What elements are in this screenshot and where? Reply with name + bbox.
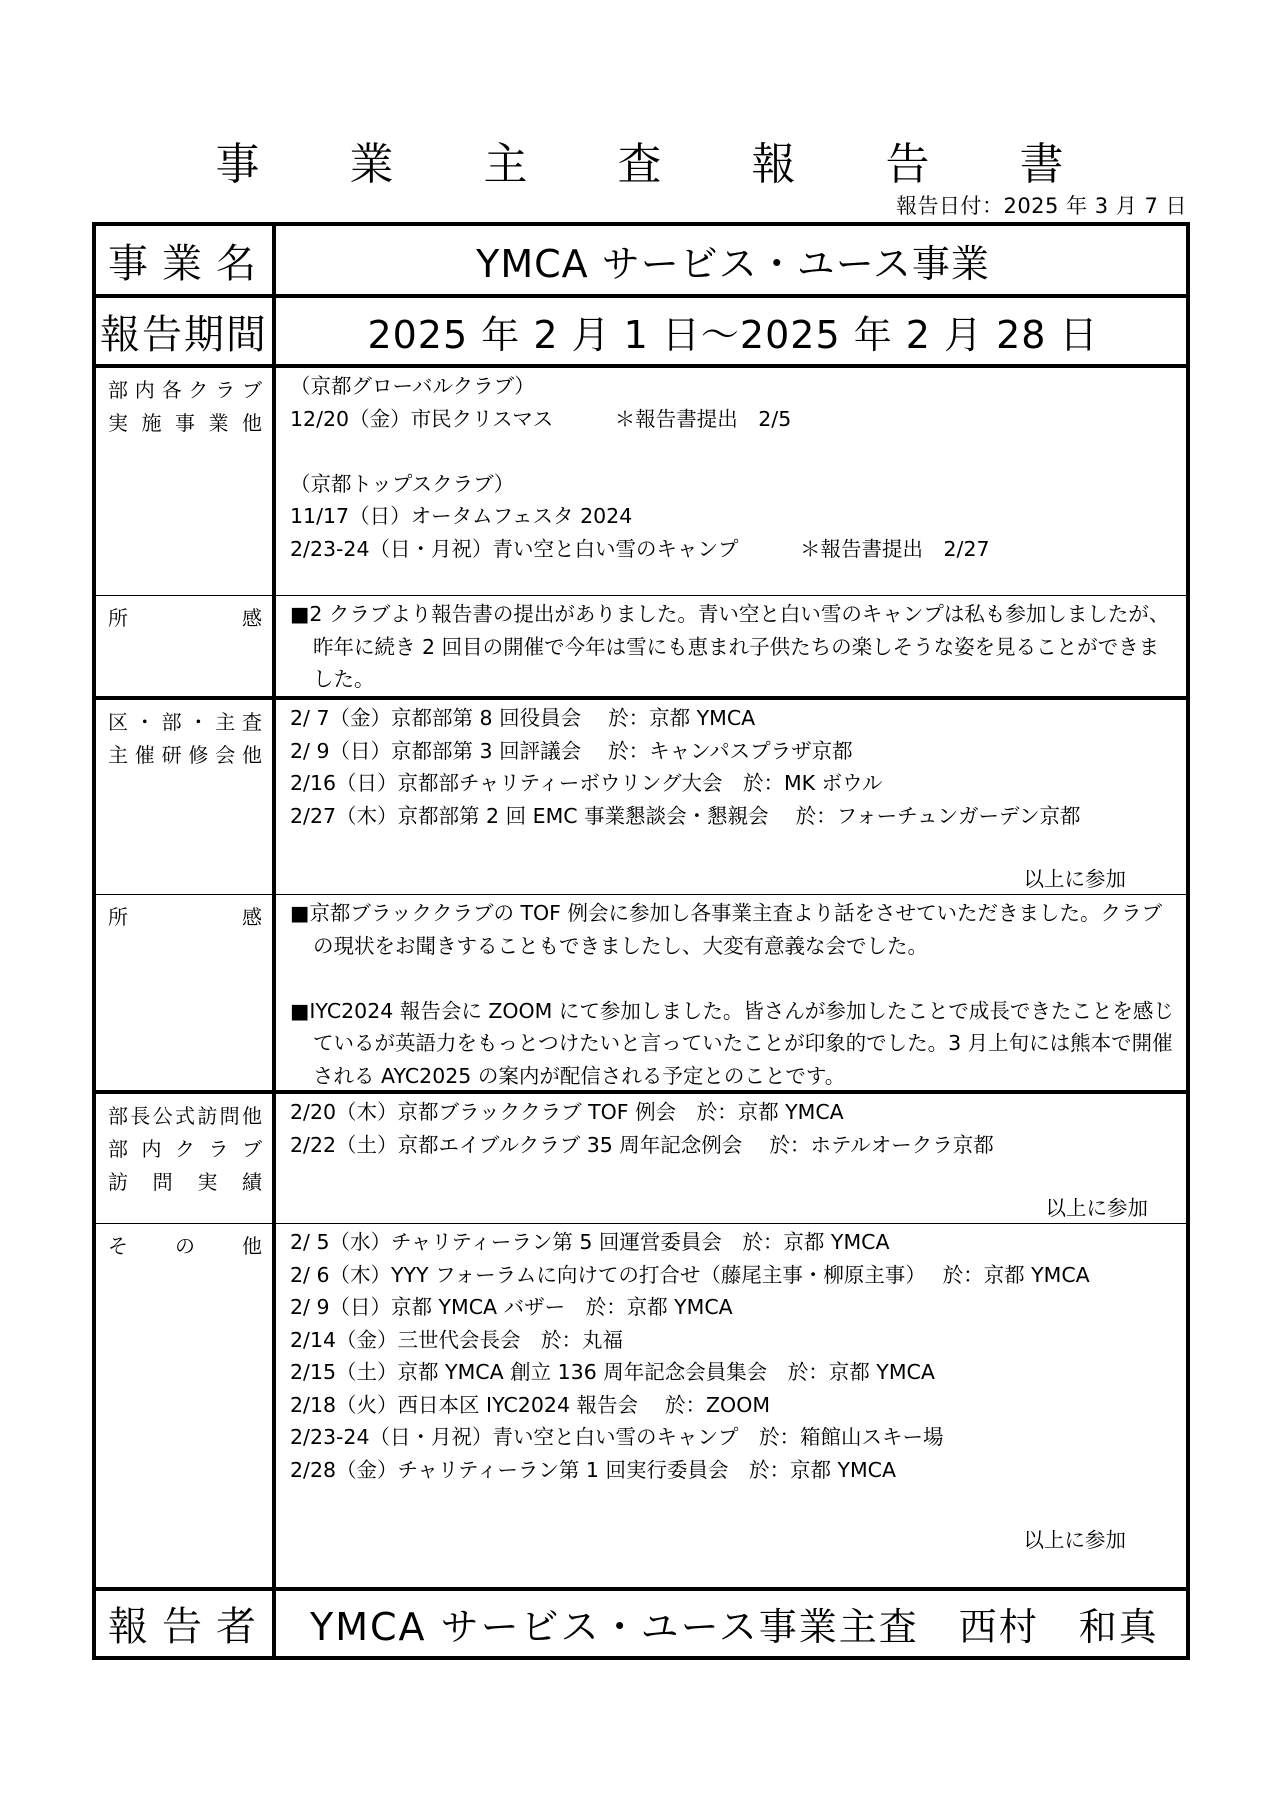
other-lines: [280, 1224, 1186, 1486]
club-event-lines: [280, 368, 1186, 565]
other-line: 2/14（金）三世代会長会 於：丸福: [290, 1327, 624, 1352]
training-line: 2/ 7（金）京都部第 8 回役員会 於：京都 YMCA: [290, 706, 756, 730]
other-line: 2/ 6（木）YYY フォーラムに向けての打合せ（藤尾主事・柳原主事） 於：京都 YMCA: [290, 1262, 1090, 1287]
impression-2-row: [96, 894, 1186, 1090]
participation-note: 以上に参加: [1045, 1196, 1148, 1220]
impression-paragraphs: [280, 895, 1186, 1092]
other-label-cell: [96, 1224, 276, 1587]
training-line: 2/27（木）京都部第 2 回 EMC 事業懇談会・懇親会 於：フォーチュンガーデン京都: [290, 803, 1081, 828]
club-event-line: （京都グローバルクラブ）: [290, 374, 535, 398]
club-event-line: （京都トップスクラブ）: [290, 471, 515, 496]
other-line: 2/23-24（日・月祝）青い空と白い雪のキャンプ 於：箱館山スキー場: [290, 1425, 944, 1449]
training-line: 2/ 9（日）京都部第 3 回評議会 於：キャンパスプラザ京都: [290, 738, 853, 763]
training-line: 2/16（日）京都部チャリティーボウリング大会 於：MK ボウル: [290, 771, 883, 795]
club-events-content: [280, 368, 1186, 595]
district-training-row: [96, 696, 1186, 894]
training-lines: [280, 700, 1186, 832]
other-row: [96, 1223, 1186, 1587]
club-event-line: 11/17（日）オータムフェスタ 2024: [290, 504, 633, 528]
club-events-label-cell: [96, 368, 276, 595]
other-line: 2/ 5（水）チャリティーラン第 5 回運営委員会 於：京都 YMCA: [290, 1230, 890, 1254]
club-events-row: [96, 364, 1186, 595]
club-event-line: [290, 435, 1178, 468]
reporter-name: YMCA サービス・ユース事業主査 西村 和真: [310, 1605, 1159, 1649]
district-training-label-line: 区 ・ 部 ・ 主 査: [108, 710, 262, 734]
impression-paragraph: ■2 クラブより報告書の提出がありました。青い空と白い雪のキャンプは私も参加しましたが、昨年に続き 2 回目の開催で今年は雪にも恵まれ子供たちの楽しそうな姿を見ることができました。: [290, 602, 1170, 691]
visit-lines: [280, 1094, 1186, 1161]
period-label: 報告期間: [100, 311, 268, 358]
period-row: [96, 294, 1186, 364]
other-line: 2/15（土）京都 YMCA 創立 136 周年記念会員集会 於：京都 YMCA: [290, 1360, 935, 1384]
official-visits-label-line: 訪 問 実 績: [108, 1170, 262, 1194]
reporter-value-cell: [280, 1591, 1186, 1656]
club-event-line: 2/23-24（日・月祝）青い空と白い雪のキャンプ ＊報告書提出 2/27: [290, 536, 990, 561]
impression-1-row: [96, 595, 1186, 696]
page-title: 事 業 主 査 報 告 書: [215, 139, 1102, 190]
impression-2-label-cell: [96, 895, 276, 1090]
impression-1-content: [280, 596, 1186, 696]
other-line: 2/28（金）チャリティーラン第 1 回実行委員会 於：京都 YMCA: [290, 1457, 897, 1482]
impression-1-label-cell: [96, 596, 276, 696]
impression-2-label: 所 感: [108, 905, 262, 929]
district-training-content: [280, 700, 1186, 894]
participation-note: 以上に参加: [1023, 867, 1126, 891]
other-line: 2/18（火）西日本区 IYC2024 報告会 於：ZOOM: [290, 1392, 771, 1417]
impression-paragraph: ■京都ブラッククラブの TOF 例会に参加し各事業主査より話をさせていただきました。クラブの現状をお聞きすることもできましたし、大変有意義な会でした。: [290, 901, 1162, 958]
club-events-label-line: 部 内 各 ク ラ ブ: [108, 378, 262, 402]
club-event-line: 12/20（金）市民クリスマス ＊報告書提出 2/5: [290, 406, 792, 431]
reporter-row: [96, 1587, 1186, 1656]
official-visits-content: [280, 1094, 1186, 1223]
other-label: そ の 他: [108, 1234, 262, 1258]
impression-paragraphs: [280, 596, 1186, 696]
project-label-cell: [96, 226, 276, 294]
other-line: 2/ 9（日）京都 YMCA バザー 於：京都 YMCA: [290, 1295, 733, 1319]
impression-2-content: [280, 895, 1186, 1090]
period-label-cell: [96, 298, 276, 364]
district-training-label-cell: [96, 700, 276, 894]
reporter-label-cell: [96, 1591, 276, 1656]
official-visits-label-line: 部 内 ク ラ ブ: [108, 1137, 262, 1161]
other-content: [280, 1224, 1186, 1587]
project-label: 事業名: [108, 240, 270, 287]
club-events-label-line: 実 施 事 業 他: [108, 411, 262, 435]
report-date: 報告日付：2025 年 3 月 7 日: [895, 194, 1187, 218]
official-visits-label-cell: [96, 1094, 276, 1223]
visit-line: 2/20（木）京都ブラッククラブ TOF 例会 於：京都 YMCA: [290, 1100, 844, 1124]
district-training-label-line: 主 催 研 修 会 他: [108, 743, 262, 767]
impression-paragraph: ■IYC2024 報告会に ZOOM にて参加しました。皆さんが参加したことで成長できたことを感じているが英語力をもっとつけたいと言っていたことが印象的でした。3 月上旬には熊本で開催される AYC2025 の案内が配信される予定とのことです。: [290, 998, 1174, 1088]
project-name: YMCA サービス・ユース事業: [476, 241, 990, 286]
official-visits-label-line: 部 長 公 式 訪 問 他: [108, 1104, 262, 1128]
project-value-cell: [280, 226, 1186, 294]
participation-note: 以上に参加: [1023, 1528, 1126, 1552]
period-value-cell: [280, 298, 1186, 364]
report-table: [92, 222, 1190, 1660]
reporter-label: 報告者: [108, 1604, 270, 1650]
period-value: 2025 年 2 月 1 日～2025 年 2 月 28 日: [367, 312, 1099, 357]
visit-line: 2/22（土）京都エイブルクラブ 35 周年記念例会 於：ホテルオークラ京都: [290, 1132, 994, 1157]
project-row: [96, 226, 1186, 294]
official-visits-row: [96, 1090, 1186, 1223]
impression-1-label: 所 感: [108, 606, 262, 630]
